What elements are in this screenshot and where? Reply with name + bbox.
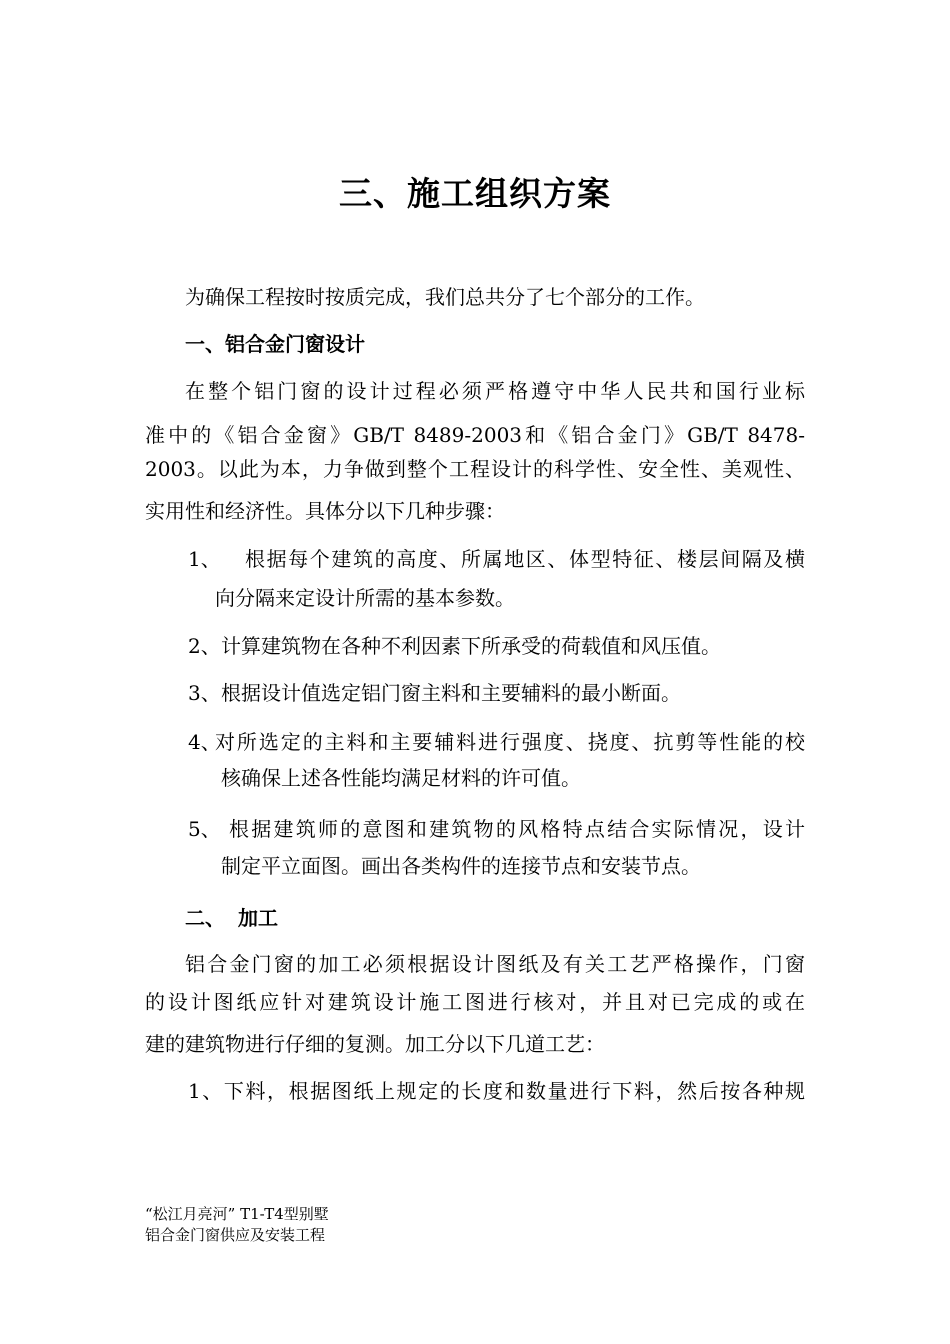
- step-number: 3、: [188, 681, 221, 705]
- step-text: 根据每个建筑的高度、所属地区、体型特征、楼层间隔及横: [245, 547, 805, 571]
- section-2-para-line: 建的建筑物进行仔细的复测。加工分以下几道工艺：: [145, 1032, 605, 1056]
- step-number: 1、: [188, 547, 221, 571]
- step-text-continued: 向分隔来定设计所需的基本参数。: [215, 586, 515, 610]
- section-2-step-1: 1、下料，根据图纸上规定的长度和数量进行下料，然后按各种规: [188, 1079, 805, 1103]
- section-1-para-line: 在整个铝门窗的设计过程必须严格遵守中华人民共和国行业标: [185, 379, 805, 403]
- step-text-continued: 核确保上述各性能均满足材料的许可值。: [221, 766, 581, 790]
- section-2-heading: 加工: [238, 906, 278, 930]
- step-number: 5、: [188, 817, 221, 841]
- step-text: 根据建筑师的意图和建筑物的风格特点结合实际情况，设计: [229, 817, 805, 841]
- footer-project-name: “松江月亮河” T1-T4型别墅: [145, 1205, 329, 1223]
- section-1-para-line: 2003。以此为本，力争做到整个工程设计的科学性、安全性、美观性、: [145, 457, 805, 481]
- section-1-para-line: 实用性和经济性。具体分以下几种步骤：: [145, 499, 505, 523]
- step-text: 根据设计值选定铝门窗主料和主要辅料的最小断面。: [221, 681, 681, 705]
- section-2-para-line: 的设计图纸应针对建筑设计施工图进行核对，并且对已完成的或在: [145, 990, 805, 1014]
- section-2-para-line: 铝合金门窗的加工必须根据设计图纸及有关工艺严格操作，门窗: [185, 952, 805, 976]
- step-text: 计算建筑物在各种不利因素下所承受的荷载值和风压值。: [221, 634, 721, 658]
- section-2-heading-number: 二、: [185, 906, 225, 930]
- section-1-heading: 一、铝合金门窗设计: [185, 332, 365, 356]
- section-1-para-line: 准中的《铝合金窗》GB/T 8489-2003和《铝合金门》GB/T 8478-: [145, 423, 805, 447]
- page-title: 三、施工组织方案: [339, 174, 611, 213]
- intro-paragraph: 为确保工程按时按质完成，我们总共分了七个部分的工作。: [185, 285, 705, 309]
- step-text-continued: 制定平立面图。画出各类构件的连接节点和安装节点。: [221, 854, 701, 878]
- step-number: 2、: [188, 634, 221, 658]
- footer-project-scope: 铝合金门窗供应及安装工程: [145, 1226, 326, 1244]
- step-text: 对所选定的主料和主要辅料进行强度、挠度、抗剪等性能的校: [215, 730, 805, 754]
- step-number: 4、: [188, 730, 221, 754]
